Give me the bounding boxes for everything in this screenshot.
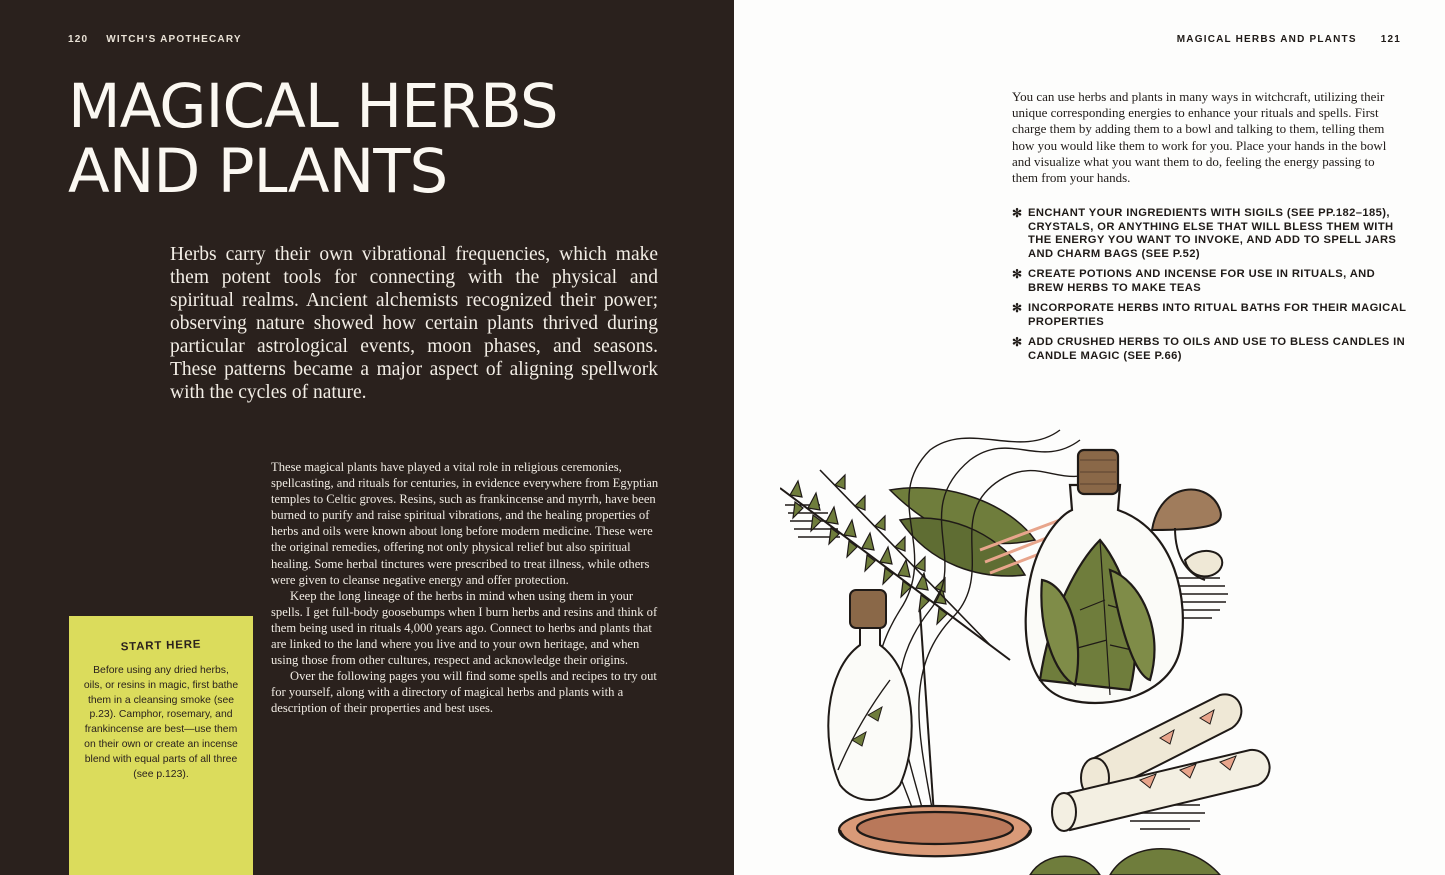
body-paragraph: These magical plants have played a vital role in religious ceremonies, spellcasting, and rituals for centuries, in evidence everywhere from Egyptian temples to Celtic groves. Resins, such as frankincense and myrrh, have been burned to purify and raise spiritual vibrations, and the healing properties of herbs and oils were known about long before modern medicine. These were the original remedies, offering not only physical relief but also spiritual healing. Some herbal tinctures were prescribed to treat illness, while others were given to cleanse negative energy and offer protection. bbox=[271, 460, 659, 587]
running-head-right bbox=[1177, 34, 1401, 45]
body-text bbox=[271, 459, 660, 717]
asterisk-bullet-icon: ✻ bbox=[1012, 335, 1023, 349]
running-head-right-text: MAGICAL HERBS AND PLANTS bbox=[1176, 34, 1357, 45]
title-line-1: MAGICAL HERBS bbox=[68, 71, 558, 142]
running-head-left bbox=[68, 34, 242, 45]
incense-bowl-icon bbox=[839, 806, 1031, 856]
bullet-text: INCORPORATE HERBS INTO RITUAL BATHS FOR THEIR MAGICAL PROPERTIES bbox=[1028, 302, 1407, 328]
chapter-title bbox=[68, 71, 688, 207]
bullet-list bbox=[1012, 207, 1407, 370]
page-number-left: 120 bbox=[68, 34, 89, 45]
asterisk-bullet-icon: ✻ bbox=[1012, 267, 1023, 281]
body-paragraph: Over the following pages you will find some spells and recipes to try out for yourself, along with a directory of magical herbs and plants with a description of their properties and best uses. bbox=[271, 669, 657, 716]
bullet-item bbox=[1012, 207, 1407, 261]
herb-wrap-roll-icon bbox=[1052, 694, 1270, 831]
bullet-item bbox=[1012, 302, 1407, 329]
bullet-item bbox=[1012, 336, 1407, 363]
herbs-apothecary-illustration bbox=[780, 410, 1300, 875]
body-paragraph: Keep the long lineage of the herbs in mind when using them in your spells. I get full-body goosebumps when I burn herbs and resins and think of them being used in rituals 4,000 years ago. Connect to herbs and plants that are linked to the land where you live and to your own heritage, and when using those from other cultures, respect and acknowledge their origins. bbox=[271, 588, 658, 668]
running-head-left-text: WITCH'S APOTHECARY bbox=[106, 34, 242, 45]
intro-paragraph: Herbs carry their own vibrational frequencies, which make them potent tools for connecting with the physical and spiritual realms. Ancient alchemists recognized their power; observing nature showed how certain plants thrived during particular astrological events, moon phases, and seasons. These patterns became a major aspect of aligning spellwork with the cycles of nature. bbox=[170, 244, 658, 403]
asterisk-bullet-icon: ✻ bbox=[1012, 206, 1023, 220]
right-body-paragraph: You can use herbs and plants in many ways in witchcraft, utilizing their unique corresponding energies to enhance your rituals and spells. First charge them by adding them to a bowl and talking to them, telling them how you would like them to work for you. Place your hands in the bowl and visualize what you want them to do, feeling the energy passing to them from your hands. bbox=[1012, 89, 1387, 186]
page-number-right: 121 bbox=[1380, 34, 1401, 45]
title-line-2: AND PLANTS bbox=[68, 136, 448, 207]
sidebar-text: Before using any dried herbs, oils, or resins in magic, first bathe them in a cleansing smoke (see p.23). Camphor, rosemary, and frankincense are best—use them on their own or create an incense blend with equal parts of all three (see p.123). bbox=[83, 665, 239, 780]
bullet-item bbox=[1012, 268, 1407, 295]
asterisk-bullet-icon: ✻ bbox=[1012, 301, 1023, 315]
bullet-text: ENCHANT YOUR INGREDIENTS WITH SIGILS (SEE PP.182–185), CRYSTALS, OR ANYTHING ELSE THAT WILL BLESS THEM WITH THE ENERGY YOU WANT TO INVOKE, AND ADD TO SPELL JARS AND CHARM BAGS (SEE P.52) bbox=[1028, 207, 1397, 260]
start-here-sidebar bbox=[69, 616, 253, 875]
bullet-text: CREATE POTIONS AND INCENSE FOR USE IN RITUALS, AND BREW HERBS TO MAKE TEAS bbox=[1028, 268, 1376, 294]
sidebar-title: START HERE bbox=[120, 638, 202, 654]
small-bottle-icon bbox=[828, 590, 911, 800]
cork-icon bbox=[850, 590, 886, 628]
incense-stick-icon bbox=[920, 610, 935, 830]
glass-bottle-icon bbox=[1026, 450, 1183, 703]
mint-leaf-icon bbox=[1030, 849, 1220, 875]
bullet-text: ADD CRUSHED HERBS TO OILS AND USE TO BLESS CANDLES IN CANDLE MAGIC (SEE P.66) bbox=[1028, 336, 1406, 362]
